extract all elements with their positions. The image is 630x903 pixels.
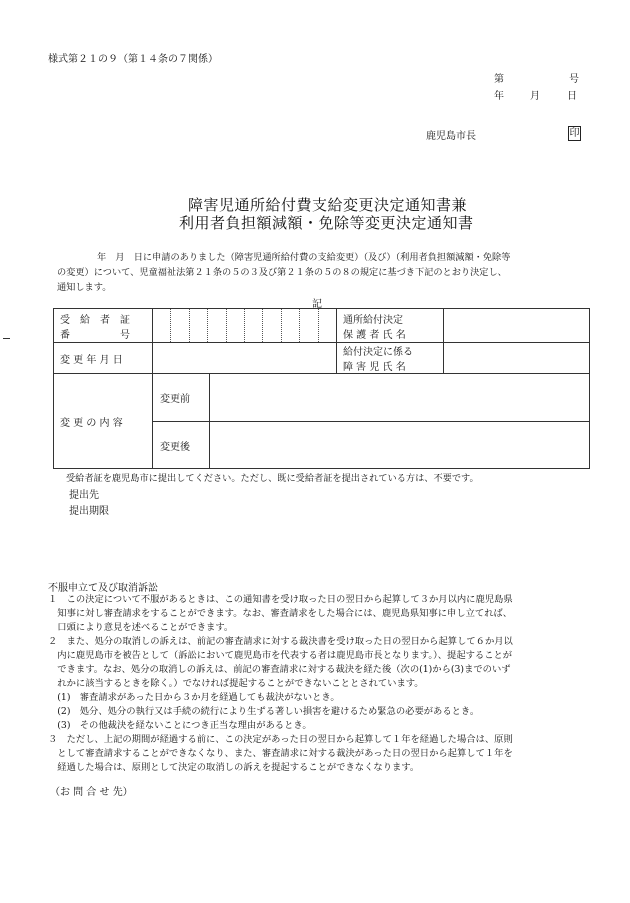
number-prefix: 第	[494, 74, 504, 85]
title-line2: 利用者負担額減額・免除等変更決定通知書	[179, 214, 474, 232]
child-label: 給付決定に係る 障 害 児 氏 名	[337, 343, 444, 374]
appeal-line: ３ ただし、上記の期間が経過する前に、この決定があった日の翌日から起算して１年を経過した場合は、原則	[48, 734, 513, 745]
child-field[interactable]	[444, 343, 590, 374]
margin-mark	[3, 338, 10, 339]
appeal-line: (1) 審査請求があった日から３か月を経過しても裁決がないとき。	[48, 692, 340, 703]
appeal-line: 経過した場合は、原則として決定の取消しの訴えを提起することができなくなります。	[48, 762, 420, 773]
date-month: 月	[530, 91, 540, 102]
appeal-heading: 不服申立て及び取消訴訟	[48, 583, 158, 594]
intro-line2: の変更）について、児童福祉法第２１条の５の３及び第２１条の５の８の規定に基づき下記のとおり決定し、	[57, 267, 507, 278]
appeal-line: 内に鹿児島市を被告として（訴訟において鹿児島市を代表する者は鹿児島市長となります。）、提起することが	[48, 650, 513, 661]
intro-line3: 通知します。	[57, 282, 112, 293]
appeal-line: れかに該当するときを除く。）でなければ提起することができないこととされています。	[48, 678, 424, 689]
contact-label: （お 問 合 せ 先）	[50, 787, 133, 798]
form-number: 様式第２１の９（第１４条の７関係）	[48, 54, 218, 65]
appeal-line: できます。なお、処分の取消しの訴えは、前記の審査請求に対する裁決を経た後（次の(1)から(3)までのいず	[48, 664, 511, 675]
appeal-line: ２ また、処分の取消しの訴えは、前記の審査請求に対する裁決書を受け取った日の翌日から起算して６か月以	[48, 636, 513, 647]
before-field[interactable]	[210, 374, 590, 422]
recipient-no-label: 受 給 者 証 番 号	[54, 309, 153, 343]
submit-deadline: 提出期限	[69, 506, 109, 517]
change-content-label: 変 更 の 内 容	[54, 374, 153, 469]
date-year: 年	[494, 91, 504, 102]
submit-destination: 提出先	[69, 490, 99, 501]
appeal-line: 口頭により意見を述べることができます。	[48, 622, 234, 633]
seal-mark: 印	[569, 128, 580, 139]
change-date-field[interactable]	[153, 343, 337, 374]
number-suffix: 号	[569, 74, 579, 85]
appeal-line: (2) 処分、処分の執行又は手続の続行により生ずる著しい損害を避けるため緊急の必要があるとき。	[48, 706, 480, 717]
recipient-no-field[interactable]	[153, 309, 337, 343]
guardian-label: 通所給付決定 保 護 者 氏 名	[337, 309, 444, 343]
before-label: 変更前	[153, 374, 210, 422]
after-label: 変更後	[153, 422, 210, 469]
after-field[interactable]	[210, 422, 590, 469]
submit-note: 受給者証を鹿児島市に提出してください。ただし、既に受給者証を提出されている方は、不要です。	[66, 473, 479, 484]
ki-label: 記	[312, 299, 322, 310]
title-line1: 障害児通所給付費支給変更決定通知書兼	[188, 196, 468, 214]
issuer-name: 鹿児島市長	[426, 131, 476, 142]
date-day: 日	[567, 91, 577, 102]
appeal-line: 知事に対し審査請求をすることができます。なお、審査請求をした場合には、鹿児島県知事に申し立てれば、	[48, 608, 513, 619]
guardian-field[interactable]	[444, 309, 590, 343]
appeal-line: １ この決定について不服があるときは、この通知書を受け取った日の翌日から起算して３か月以内に鹿児島県	[48, 594, 513, 605]
change-date-label: 変 更 年 月 日	[54, 343, 153, 374]
appeal-line: として審査請求することができなくなり、また、審査請求に対する裁決があった日の翌日から起算して１年を	[48, 748, 513, 759]
appeal-line: (3) その他裁決を経ないことにつき正当な理由があるとき。	[48, 720, 312, 731]
decision-table	[53, 308, 590, 469]
intro-line1: 年 月 日に申請のありました（障害児通所給付費の支給変更）（及び）（利用者負担額減額・免除等	[97, 252, 511, 263]
